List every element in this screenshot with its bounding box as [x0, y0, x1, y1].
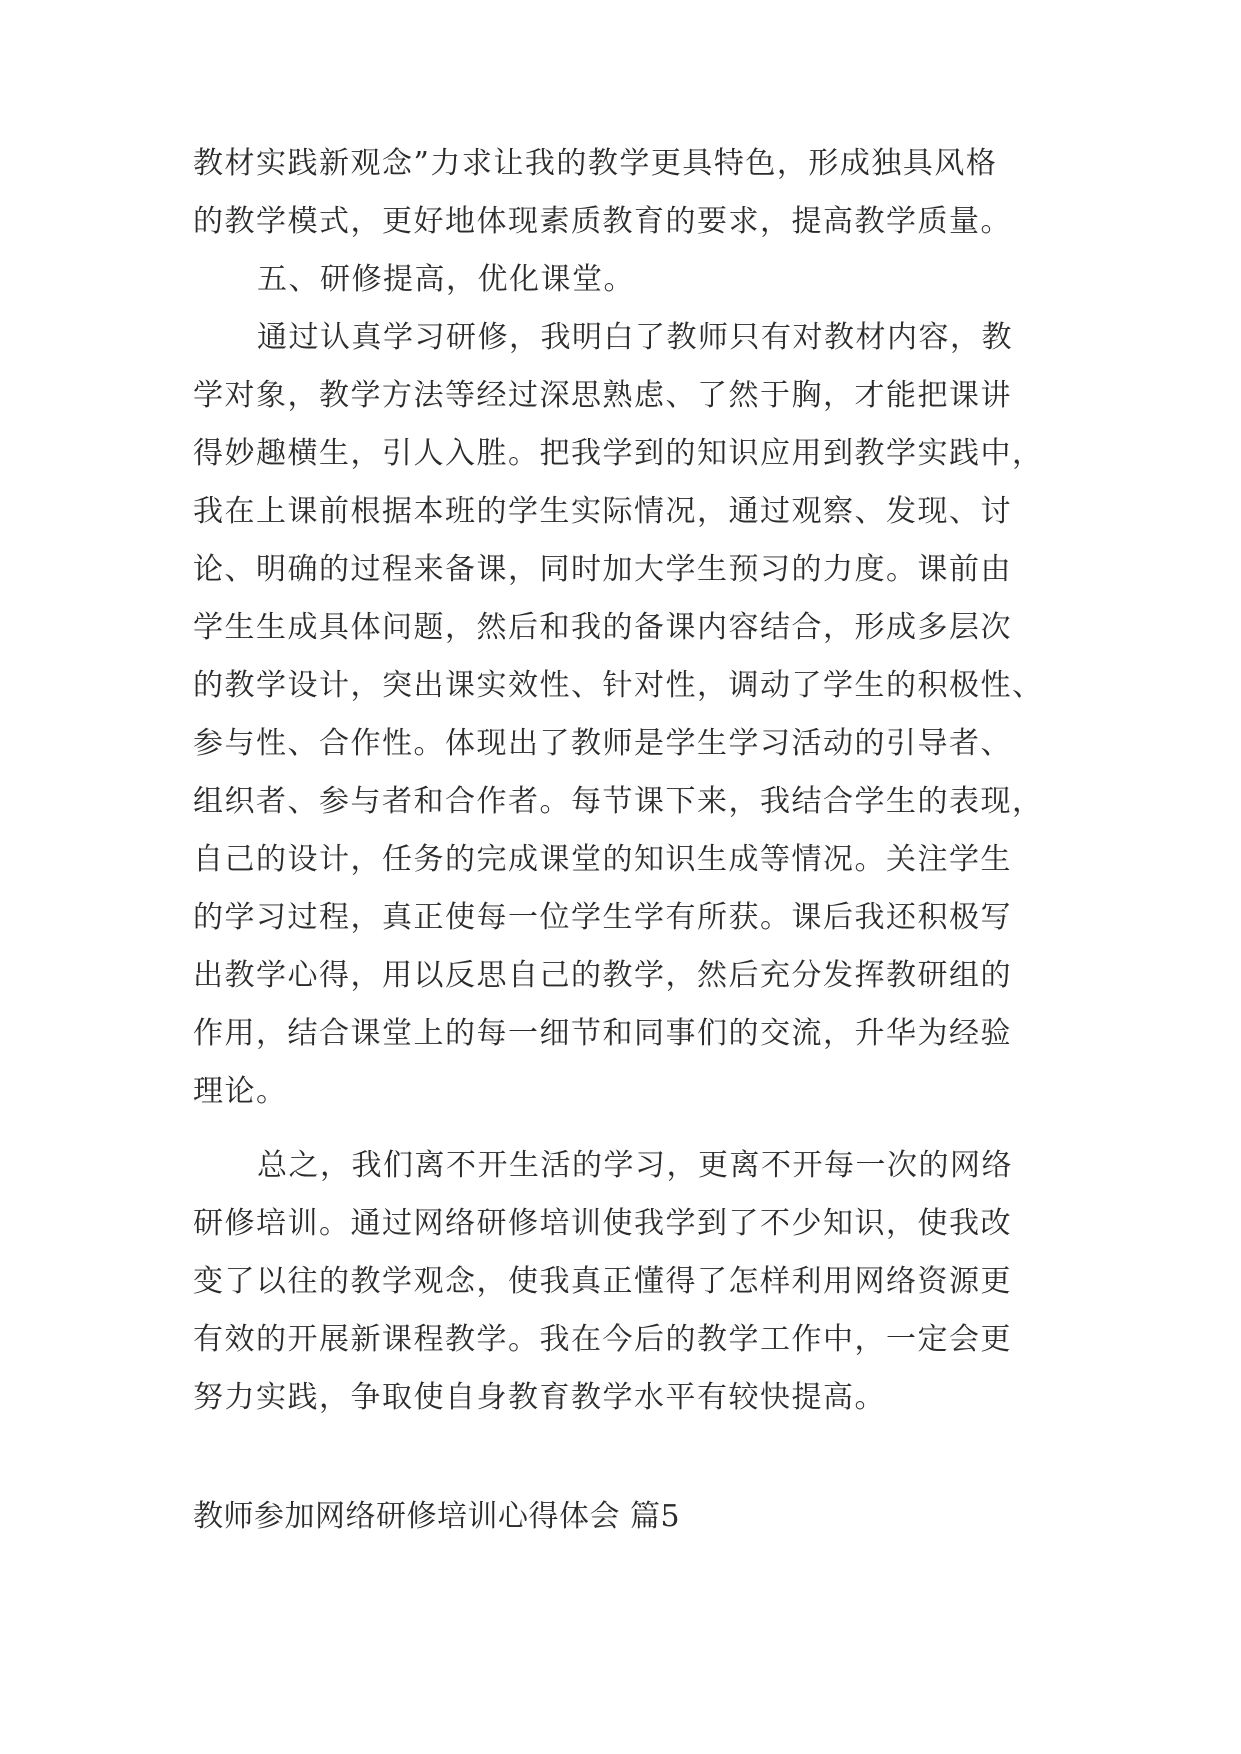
paragraph-line: 的教学模式，更好地体现素质教育的要求，提高教学质量。	[193, 204, 1012, 239]
next-section-title: 教师参加网络研修培训心得体会 篇5	[193, 1499, 681, 1534]
paragraph-line: 学生生成具体问题，然后和我的备课内容结合，形成多层次	[193, 610, 1012, 645]
paragraph-line: 作用，结合课堂上的每一细节和同事们的交流，升华为经验	[193, 1016, 1012, 1051]
paragraph-line: 得妙趣横生，引人入胜。把我学到的知识应用到教学实践中，	[193, 436, 1044, 471]
paragraph-line: 有效的开展新课程教学。我在今后的教学工作中，一定会更	[193, 1322, 1012, 1357]
paragraph-line: 的学习过程，真正使每一位学生学有所获。课后我还积极写	[193, 900, 1012, 935]
paragraph-line: 论、明确的过程来备课，同时加大学生预习的力度。课前由	[193, 552, 1012, 587]
paragraph-line: 自己的设计，任务的完成课堂的知识生成等情况。关注学生	[193, 842, 1012, 877]
paragraph-line: 的教学设计，突出课实效性、针对性，调动了学生的积极性、	[193, 668, 1044, 703]
paragraph-line: 研修培训。通过网络研修培训使我学到了不少知识，使我改	[193, 1206, 1012, 1241]
paragraph-line: 出教学心得，用以反思自己的教学，然后充分发挥教研组的	[193, 958, 1012, 993]
paragraph-line: 参与性、合作性。体现出了教师是学生学习活动的引导者、	[193, 726, 1012, 761]
paragraph-line: 组织者、参与者和合作者。每节课下来，我结合学生的表现，	[193, 784, 1044, 819]
paragraph-line: 变了以往的教学观念，使我真正懂得了怎样利用网络资源更	[193, 1264, 1012, 1299]
paragraph-line: 我在上课前根据本班的学生实际情况，通过观察、发现、讨	[193, 494, 1012, 529]
paragraph-line: 理论。	[193, 1074, 288, 1109]
section-heading: 五、研修提高，优化课堂。	[257, 262, 635, 297]
paragraph-line: 学对象，教学方法等经过深思熟虑、了然于胸，才能把课讲	[193, 378, 1012, 413]
paragraph-line: 努力实践，争取使自身教育教学水平有较快提高。	[193, 1380, 886, 1415]
paragraph-line: 教材实践新观念”力求让我的教学更具特色，形成独具风格	[193, 146, 998, 181]
paragraph-line: 通过认真学习研修，我明白了教师只有对教材内容，教	[257, 320, 1013, 355]
paragraph-line: 总之，我们离不开生活的学习，更离不开每一次的网络	[257, 1148, 1013, 1183]
